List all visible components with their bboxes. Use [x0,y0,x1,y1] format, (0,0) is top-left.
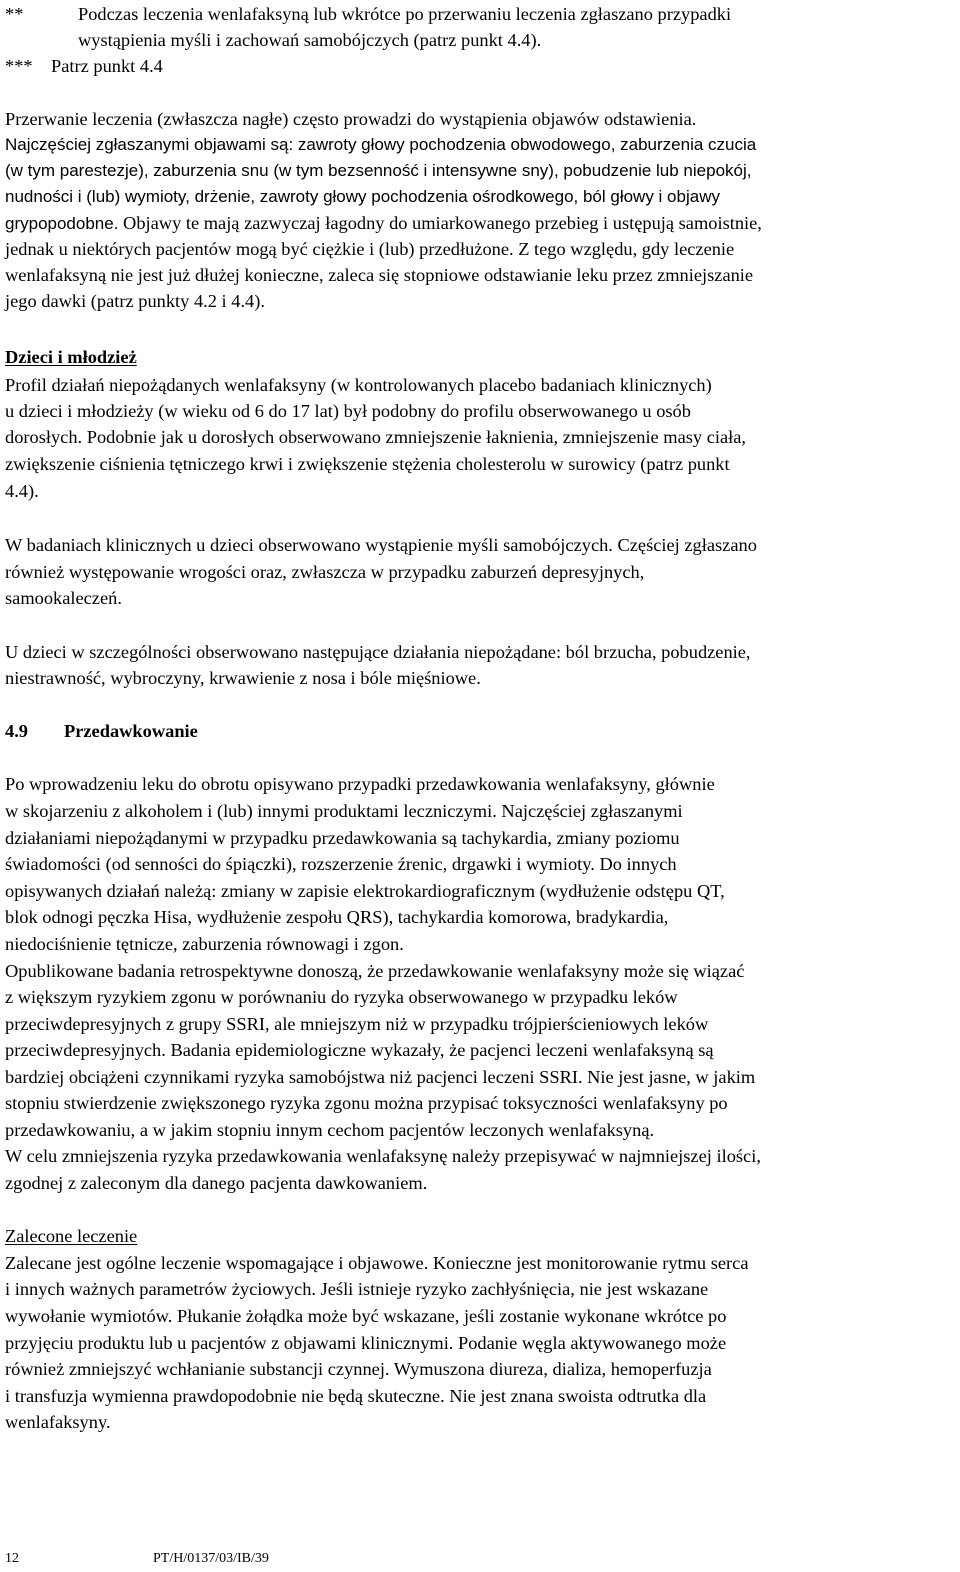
withdrawal-line-2: Najczęściej zgłaszanymi objawami są: zawroty głowy pochodzenia obwodowego, zaburzenia czucia [5,135,757,154]
footnote-2-marker: *** [5,56,33,76]
treatment-line: i innych ważnych parametrów życiowych. Jeśli istnieje ryzyko zachłyśnięcia, nie jest wskazane [5,1279,709,1299]
children-p3-line: U dzieci w szczególności obserwowano następujące działania niepożądane: ból brzucha, pobudzenie, [5,642,751,662]
overdose-p2-line: przedawkowaniu, a w jakim stopniu innym cechom pacjentów leczonych wenlafaksyną. [5,1120,655,1140]
withdrawal-line-8: jego dawki (patrz punkty 4.2 i 4.4). [5,291,265,311]
overdose-p2-line: Opublikowane badania retrospektywne donoszą, że przedawkowanie wenlafaksyny może się wiązać [5,961,745,981]
overdose-p1-line: Po wprowadzeniu leku do obrotu opisywano przypadki przedawkowania wenlafaksyny, głównie [5,774,715,794]
children-p1-line: Profil działań niepożądanych wenlafaksyny (w kontrolowanych placebo badaniach klinicznych) [5,375,712,395]
footnote-2-text: Patrz punkt 4.4 [51,56,163,76]
section-title: Przedawkowanie [64,721,198,741]
overdose-p1-line: świadomości (od senności do śpiączki), rozszerzenie źrenic, drgawki i wymioty. Do innych [5,854,677,874]
children-heading: Dzieci i młodzież [5,347,137,367]
withdrawal-line-5b: Objawy te mają zazwyczaj łagodny do umiarkowanego przebieg i ustępują samoistnie, [118,213,762,233]
treatment-line: wywołanie wymiotów. Płukanie żołądka może być wskazane, jeśli zostanie wykonane wkrótce po [5,1306,727,1326]
children-p1-line: zwiększenie ciśnienia tętniczego krwi i zwiększenie stężenia cholesterolu w surowicy (patrz punkt [5,454,730,474]
overdose-p2-line: stopniu stwierdzenie zwiększonego ryzyka zgonu można przypisać toksyczności wenlafaksyny po [5,1093,728,1113]
withdrawal-line-5 [5,210,762,237]
section-heading-overdose [5,718,198,744]
children-p1-line: dorosłych. Podobnie jak u dorosłych obserwowano zmniejszenie łaknienia, zmniejszenie masy ciała, [5,427,747,447]
withdrawal-line-5a: grypopodobne. [5,214,119,233]
overdose-p2-line: W celu zmniejszenia ryzyka przedawkowania wenlafaksynę należy przepisywać w najmniejszej ilości, [5,1146,761,1166]
withdrawal-line-7: wenlafaksyną nie jest już dłużej konieczne, zaleca się stopniowe odstawianie leku przez zmniejszanie [5,265,754,285]
overdose-p2-line: przeciwdepresyjnych. Badania epidemiologiczne wykazały, że pacjenci leczeni wenlafaksyną są [5,1040,714,1060]
children-p2-line: W badaniach klinicznych u dzieci obserwowano wystąpienie myśli samobójczych. Częściej zgłaszano [5,535,757,555]
overdose-p1-line: niedociśnienie tętnicze, zaburzenia równowagi i zgon. [5,934,404,954]
children-p2-line: również występowanie wrogości oraz, zwłaszcza w przypadku zaburzeń depresyjnych, [5,562,645,582]
treatment-line: również zmniejszyć wchłanianie substancji czynnej. Wymuszona diureza, dializa, hemoperfuzja [5,1359,712,1379]
withdrawal-line-6: jednak u niektórych pacjentów mogą być ciężkie i (lub) przedłużone. Z tego względu, gdy leczenie [5,239,735,259]
section-number: 4.9 [5,721,28,741]
treatment-line: i transfuzja wymienna prawdopodobnie nie będą skuteczne. Nie jest znana swoista odtrutka dla [5,1386,707,1406]
treatment-line: przyjęciu produktu lub u pacjentów z objawami klinicznymi. Podanie węgla aktywowanego może [5,1333,727,1353]
overdose-p2-line: z większym ryzykiem zgonu w porównaniu do ryzyka obserwowanego w przypadku leków [5,987,678,1007]
children-p1-line: 4.4). [5,481,39,501]
footnote-1-marker: ** [5,4,24,24]
page-number: 12 [5,1551,19,1566]
overdose-p2-line: bardziej obciążeni czynnikami ryzyka samobójstwa niż pacjenci leczeni SSRI. Nie jest jasne, w jakim [5,1067,756,1087]
withdrawal-line-4: nudności i (lub) wymioty, drżenie, zawroty głowy pochodzenia ośrodkowego, ból głowy i objawy [5,187,720,206]
children-p1-line: u dzieci i młodzieży (w wieku od 6 do 17 lat) był podobny do profilu obserwowanego u osób [5,401,691,421]
children-p2-line: samookaleczeń. [5,588,122,608]
footnote-1 [5,1,732,27]
footnote-2 [5,53,163,79]
footnote-1-line-2: wystąpienia myśli i zachowań samobójczych (patrz punkt 4.4). [78,30,542,50]
treatment-line: wenlafaksyny. [5,1412,111,1432]
overdose-p1-line: w skojarzeniu z alkoholem i (lub) innymi produktami leczniczymi. Najczęściej zgłaszanymi [5,801,683,821]
treatment-heading: Zalecone leczenie [5,1226,138,1246]
overdose-p2-line: zgodnej z zaleconym dla danego pacjenta dawkowaniem. [5,1173,428,1193]
withdrawal-line-3: (w tym parestezje), zaburzenia snu (w tym bezsenność i intensywne sny), pobudzenie lub niepokój, [5,161,752,180]
overdose-p2-line: przeciwdepresyjnych z grupy SSRI, ale mniejszym niż w przypadku trójpierścieniowych leków [5,1014,709,1034]
withdrawal-line-1: Przerwanie leczenia (zwłaszcza nagłe) często prowadzi do wystąpienia objawów odstawienia. [5,109,697,129]
treatment-line: Zalecane jest ogólne leczenie wspomagające i objawowe. Konieczne jest monitorowanie rytmu serca [5,1253,749,1273]
children-p3-line: niestrawność, wybroczyny, krwawienie z nosa i bóle mięśniowe. [5,668,481,688]
document-code: PT/H/0137/03/IB/39 [153,1551,269,1566]
footnote-1-line-1: Podczas leczenia wenlafaksyną lub wkrótce po przerwaniu leczenia zgłaszano przypadki [78,4,732,24]
overdose-p1-line: blok odnogi pęczka Hisa, wydłużenie zespołu QRS), tachykardia komorowa, bradykardia, [5,907,669,927]
overdose-p1-line: działaniami niepożądanymi w przypadku przedawkowania są tachykardia, zmiany poziomu [5,828,680,848]
overdose-p1-line: opisywanych działań należą: zmiany w zapisie elektrokardiograficznym (wydłużenie odstępu QT, [5,881,725,901]
